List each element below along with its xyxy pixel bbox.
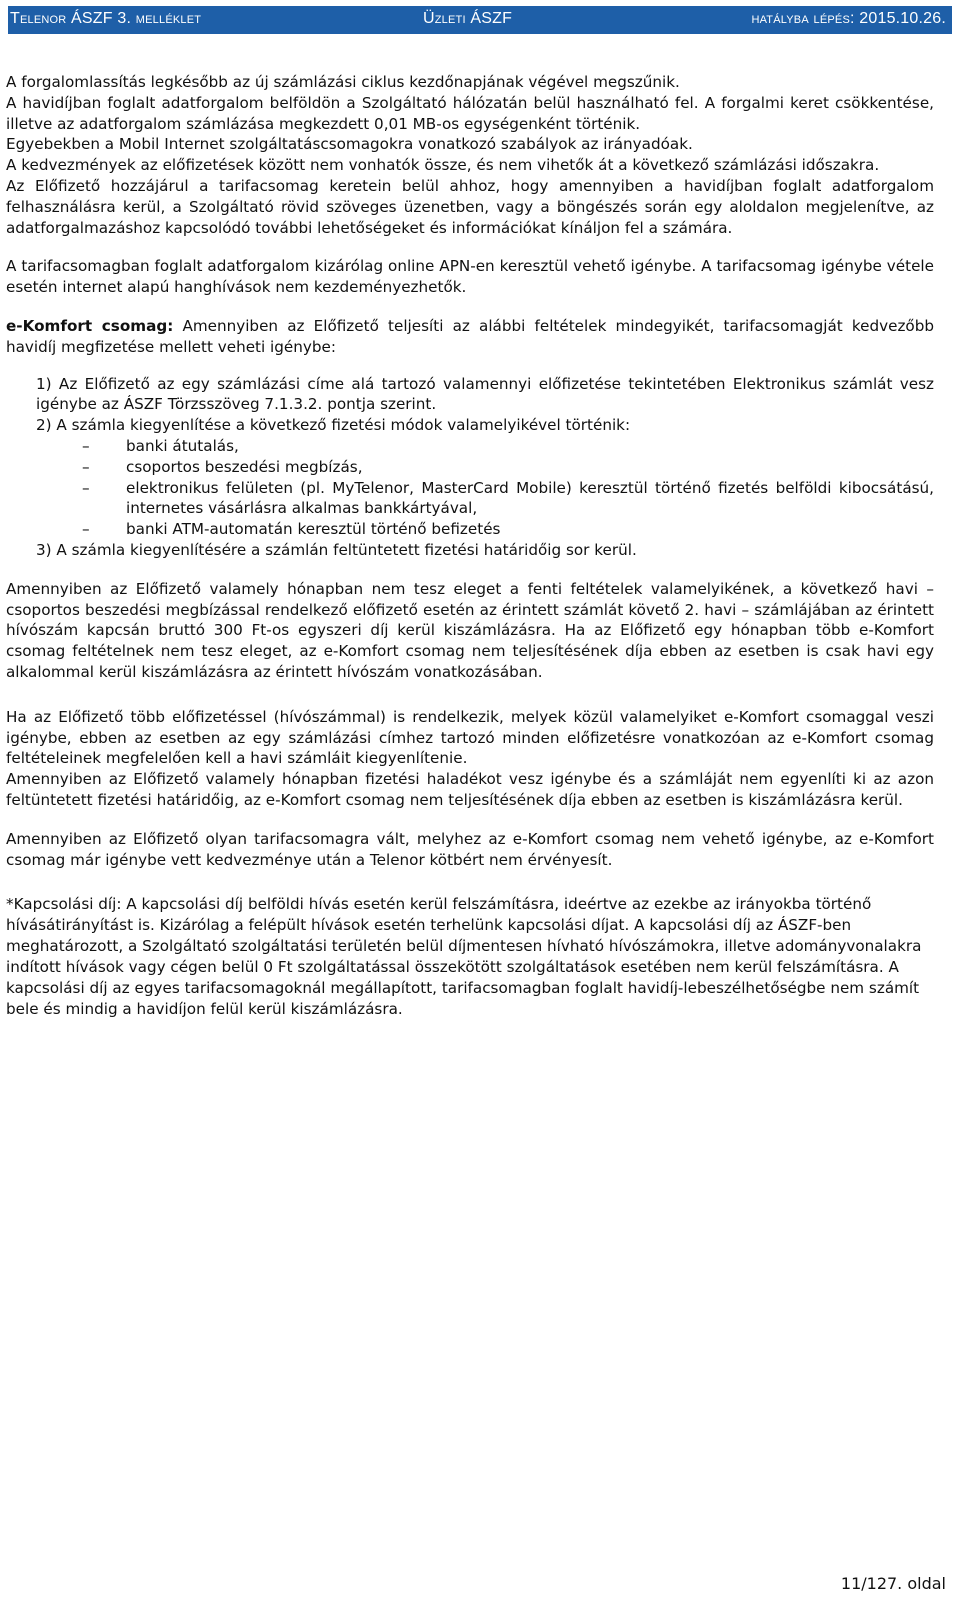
- paragraph: A havidíjban foglalt adatforgalom belföldön a Szolgáltató hálózatán belül használható fel. A forgalmi keret csökkentése, illetve az adatforgalom számlázása megkezdett 0,01 MB-os egységenként történik.: [6, 93, 934, 133]
- payment-method-text: banki ATM-automatán keresztül történő befizetés: [126, 520, 501, 539]
- payment-method-text: csoportos beszedési megbízás,: [126, 457, 363, 476]
- paragraph: Ha az Előfizető több előfizetéssel (hívószámmal) is rendelkezik, melyek közül valamelyiket e-Komfort csomaggal veszi igénybe, ebben az esetben az egy számlázási címhez tartozó minden előfizetésre vonatkozóan az e-Komfort csomag feltételeinek megfelelően kell a havi számláit kiegyenlítenie.: [6, 707, 934, 768]
- paragraph: Az Előfizető hozzájárul a tarifacsomag keretein belül ahhoz, hogy amennyiben a havidíjban foglalt adatforgalom felhasználásra kerül, a Szolgáltató rövid szöveges üzenetben, vagy a böngészés során egy aloldalon megjelenítve, az adatforgalmazáshoz kapcsolódó további lehetőségeket és információkat kínáljon fel a számára.: [6, 176, 934, 237]
- dash-bullet: –: [82, 457, 90, 476]
- header-right-text: hatályba lépés: 2015.10.26.: [751, 10, 946, 27]
- payment-method-text: elektronikus felületen (pl. MyTelenor, MasterCard Mobile) keresztül történő fizetés belföldi kibocsátású, internetes vásárlásra alkalmas bankkártyával,: [126, 478, 934, 518]
- payment-method-item: [36, 436, 934, 457]
- paragraph: Amennyiben az Előfizető valamely hónapban nem tesz eleget a fenti feltételek valamelyikének, a következő havi – csoportos beszedési megbízással rendelkező előfizető esetén az érintett számlát követő 2. havi – számlájában az érintett hívószám kapcsán bruttó 300 Ft-os egyszeri díj kerül kiszámlázásra. Ha az Előfizető egy hónapban több e-Komfort csomag feltételnek nem tesz eleget, az e-Komfort csomag nem teljesítésének díja ebben az esetben is csak havi egy alkalommal kerül kiszámlázásra az érintett hívószám vonatkozásában.: [6, 579, 934, 681]
- payment-method-item: [36, 478, 934, 520]
- page-header-bar: [8, 6, 952, 34]
- paragraph: Egyebekben a Mobil Internet szolgáltatáscsomagokra vonatkozó szabályok az irányadóak.: [6, 135, 693, 154]
- payment-method-item: [36, 457, 934, 478]
- dash-bullet: –: [82, 478, 90, 497]
- paragraph: A forgalomlassítás legkésőbb az új számlázási ciklus kezdőnapjának végével megszűnik.: [6, 73, 680, 91]
- dash-bullet: –: [82, 436, 90, 455]
- page-number: 11/127. oldal: [840, 1574, 946, 1593]
- ekomfort-label: e-Komfort csomag:: [6, 316, 174, 335]
- condition-list: [36, 374, 934, 561]
- document-body: [6, 72, 934, 1020]
- payment-method-text: banki átutalás,: [126, 436, 239, 455]
- dash-bullet: –: [82, 520, 90, 539]
- ekomfort-paragraph: [6, 316, 934, 358]
- header-left-text: Telenor ÁSZF 3. melléklet: [10, 10, 202, 27]
- condition-item-1: 1) Az Előfizető az egy számlázási címe alá tartozó valamennyi előfizetése tekintetében Elektronikus számlát vesz igénybe az ÁSZF Törzsszöveg 7.1.3.2. pontja szerint.: [36, 374, 934, 414]
- condition-item-2: 2) A számla kiegyenlítése a következő fizetési módok valamelyikével történik:: [36, 416, 631, 435]
- condition-item-3: 3) A számla kiegyenlítésére a számlán feltüntetett fizetési határidőig sor kerül.: [36, 540, 637, 559]
- paragraph: A tarifacsomagban foglalt adatforgalom kizárólag online APN-en keresztül vehető igénybe. A tarifacsomag igénybe vétele esetén internet alapú hanghívások nem kezdeményezhetők.: [6, 257, 934, 297]
- ekomfort-text: Amennyiben az Előfizető teljesíti az alábbi feltételek mindegyikét, tarifacsomagját kedvezőbb havidíj megfizetése mellett veheti igénybe:: [6, 316, 934, 356]
- paragraph: A kedvezmények az előfizetések között nem vonhatók össze, és nem vihetők át a következő számlázási időszakra.: [6, 156, 880, 175]
- header-middle-text: Üzleti ÁSZF: [423, 10, 513, 27]
- payment-methods-list: [36, 436, 934, 540]
- paragraph: Amennyiben az Előfizető olyan tarifacsomagra vált, melyhez az e-Komfort csomag nem vehető igénybe, az e-Komfort csomag már igénybe vett kedvezménye után a Telenor kötbért nem érvényesít.: [6, 829, 934, 869]
- paragraph: Amennyiben az Előfizető valamely hónapban fizetési haladékot vesz igénybe és a számláját nem egyenlíti ki az azon feltüntetett fizetési határidőig, az e-Komfort csomag nem teljesítésének díja ebben az esetben is kiszámlázásra kerül.: [6, 770, 934, 809]
- payment-method-item: [36, 519, 934, 540]
- footnote: *Kapcsolási díj: A kapcsolási díj belföldi hívás esetén kerül felszámításra, ideértve az ezekbe az irányokba történő hívásátirányítást is. Kizárólag a felépült hívások esetén terhelünk kapcsolási díjat. A kapcsolási díj az ÁSZF-ben meghatározott, a Szolgáltató szolgáltatási területén belül díjmentesen hívható hívószámokra, illetve adományvonalakra indított hívások vagy cégen belül 0 Ft szolgáltatással összekötött szolgáltatások esetében nem kerül felszámításra. A kapcsolási díj az egyes tarifacsomagoknál megállapított, tarifacsomagban foglalt havidíj-lebeszélhetőségbe nem számít bele és mindig a havidíjon felül kerül kiszámlázásra.: [6, 895, 922, 1019]
